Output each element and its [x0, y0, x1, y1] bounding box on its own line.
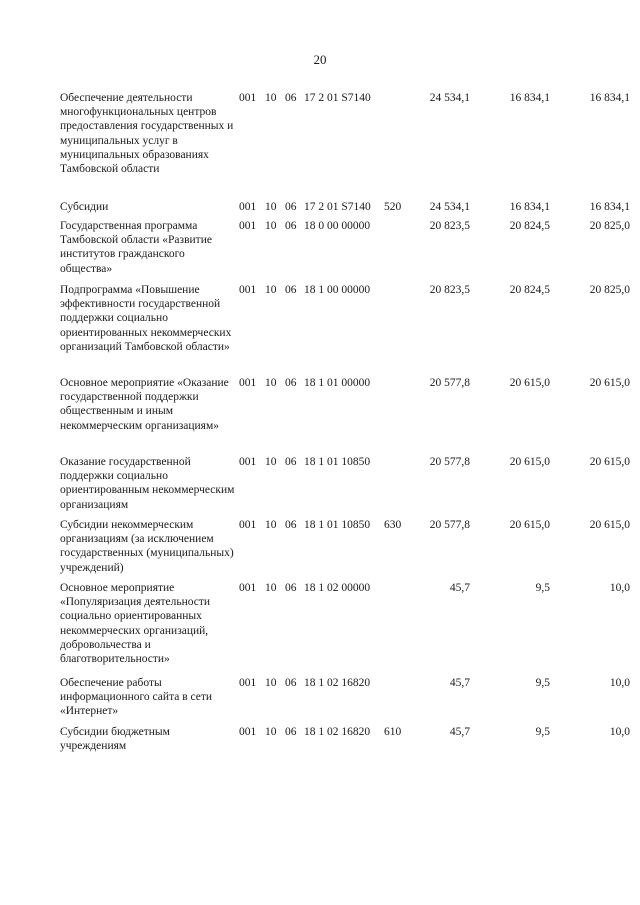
ministry-code: 001 — [239, 582, 257, 594]
amount-2020: 20 615,0 — [509, 377, 550, 389]
section-code: 10 — [265, 456, 277, 468]
table-row — [60, 455, 630, 512]
table-row — [60, 376, 630, 433]
subsection-code: 06 — [285, 456, 297, 468]
target-code: 18 1 01 10850 — [304, 456, 371, 468]
section-code: 10 — [265, 582, 277, 594]
amount-2020: 9,5 — [535, 726, 550, 738]
target-code: 18 1 02 16820 — [304, 726, 371, 738]
subsection-code: 06 — [285, 582, 297, 594]
table-row — [60, 518, 630, 575]
amount-2020: 9,5 — [535, 582, 550, 594]
ministry-code: 001 — [239, 284, 257, 296]
row-name: Оказание государственной поддержки социально ориентированным некоммерческим организациям — [60, 456, 235, 511]
amount-2020: 20 615,0 — [509, 456, 550, 468]
ministry-code: 001 — [239, 201, 257, 213]
amount-2021: 10,0 — [609, 726, 630, 738]
subsection-code: 06 — [285, 726, 297, 738]
ministry-code: 001 — [239, 519, 257, 531]
amount-2019: 45,7 — [449, 582, 470, 594]
section-code: 10 — [265, 519, 277, 531]
amount-2020: 20 615,0 — [509, 519, 550, 531]
table-row — [60, 283, 630, 354]
subsection-code: 06 — [285, 284, 297, 296]
amount-2020: 20 824,5 — [509, 220, 550, 232]
row-name: Обеспечение деятельности многофункциональных центров предоставления государственных и муниципальных услуг в муниципальных образованиях Тамбовской области — [60, 92, 234, 176]
section-code: 10 — [265, 201, 277, 213]
row-name: Обеспечение работы информационного сайта в сети «Интернет» — [60, 677, 213, 718]
ministry-code: 001 — [239, 220, 257, 232]
subsection-code: 06 — [285, 677, 297, 689]
table-row — [60, 91, 630, 176]
row-name: Подпрограмма «Повышение эффективности государственной поддержки социально ориентированных некоммерческих организаций Тамбовской области» — [60, 284, 232, 353]
section-code: 10 — [265, 377, 277, 389]
ministry-code: 001 — [239, 456, 257, 468]
section-code: 10 — [265, 677, 277, 689]
row-name: Основное мероприятие «Популяризация деятельности социально ориентированных некоммерческих организаций, добровольчества и благотворительности» — [60, 582, 211, 666]
expense-code: 520 — [384, 201, 402, 213]
table-row — [60, 581, 630, 666]
subsection-code: 06 — [285, 201, 297, 213]
amount-2020: 16 834,1 — [509, 92, 550, 104]
target-code: 18 1 02 16820 — [304, 677, 371, 689]
row-name: Государственная программа Тамбовской области «Развитие институтов гражданского общества» — [60, 220, 212, 275]
ministry-code: 001 — [239, 377, 257, 389]
section-code: 10 — [265, 92, 277, 104]
table-row — [60, 725, 630, 753]
amount-2020: 20 824,5 — [509, 284, 550, 296]
amount-2021: 20 615,0 — [589, 456, 630, 468]
amount-2019: 24 534,1 — [429, 201, 470, 213]
subsection-code: 06 — [285, 220, 297, 232]
ministry-code: 001 — [239, 92, 257, 104]
expense-code: 630 — [384, 519, 402, 531]
row-name: Субсидии бюджетным учреждениям — [60, 726, 170, 753]
amount-2020: 9,5 — [535, 677, 550, 689]
amount-2019: 20 823,5 — [429, 284, 470, 296]
amount-2019: 45,7 — [449, 726, 470, 738]
row-name: Субсидии некоммерческим организациям (за исключением государственных (муниципальных) учреждений) — [60, 519, 234, 574]
amount-2021: 16 834,1 — [589, 201, 630, 213]
target-code: 17 2 01 S7140 — [304, 201, 371, 213]
amount-2021: 20 825,0 — [589, 284, 630, 296]
target-code: 18 1 00 00000 — [304, 284, 371, 296]
section-code: 10 — [265, 726, 277, 738]
page-number: 20 — [313, 52, 327, 67]
amount-2019: 20 577,8 — [429, 377, 470, 389]
target-code: 18 1 02 00000 — [304, 582, 371, 594]
amount-2019: 20 577,8 — [429, 456, 470, 468]
target-code: 17 2 01 S7140 — [304, 92, 371, 104]
table-row — [60, 200, 630, 214]
amount-2021: 20 615,0 — [589, 377, 630, 389]
amount-2021: 10,0 — [609, 582, 630, 594]
amount-2019: 20 577,8 — [429, 519, 470, 531]
ministry-code: 001 — [239, 726, 257, 738]
row-name: Основное мероприятие «Оказание государственной поддержки общественным и иным некоммерческим организациям» — [60, 377, 229, 432]
amount-2020: 16 834,1 — [509, 201, 550, 213]
amount-2021: 10,0 — [609, 677, 630, 689]
subsection-code: 06 — [285, 377, 297, 389]
section-code: 10 — [265, 284, 277, 296]
subsection-code: 06 — [285, 92, 297, 104]
amount-2019: 24 534,1 — [429, 92, 470, 104]
table-row — [60, 219, 630, 276]
amount-2019: 45,7 — [449, 677, 470, 689]
target-code: 18 0 00 00000 — [304, 220, 371, 232]
target-code: 18 1 01 10850 — [304, 519, 371, 531]
target-code: 18 1 01 00000 — [304, 377, 371, 389]
expense-code: 610 — [384, 726, 402, 738]
table-row — [60, 676, 630, 719]
amount-2021: 20 615,0 — [589, 519, 630, 531]
section-code: 10 — [265, 220, 277, 232]
amount-2021: 16 834,1 — [589, 92, 630, 104]
amount-2019: 20 823,5 — [429, 220, 470, 232]
amount-2021: 20 825,0 — [589, 220, 630, 232]
row-name: Субсидии — [60, 201, 109, 213]
ministry-code: 001 — [239, 677, 257, 689]
subsection-code: 06 — [285, 519, 297, 531]
